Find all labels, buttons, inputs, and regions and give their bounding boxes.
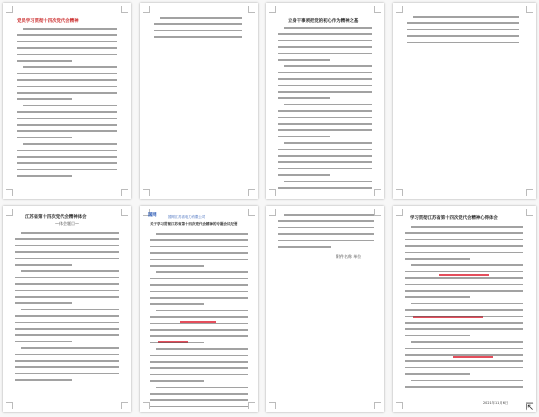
text-line — [150, 406, 248, 408]
text-line — [15, 264, 72, 266]
text-line — [156, 233, 248, 235]
text-line — [15, 315, 119, 317]
text-line — [278, 33, 372, 35]
document-page-6 — [140, 206, 258, 412]
crop-mark — [269, 209, 276, 216]
text-line — [405, 245, 523, 247]
text-line — [150, 355, 248, 357]
text-line — [17, 73, 117, 75]
crop-mark — [6, 6, 13, 13]
text-line — [23, 105, 117, 107]
text-line — [278, 220, 374, 222]
document-date: 2021年11月6日 — [483, 401, 509, 405]
crop-mark — [374, 209, 381, 216]
crop-mark — [143, 6, 150, 13]
text-line — [150, 303, 204, 305]
crop-mark — [121, 402, 128, 409]
text-line — [405, 232, 523, 234]
text-line — [278, 246, 331, 248]
text-line — [150, 246, 248, 248]
crop-mark — [269, 402, 276, 409]
text-line — [21, 347, 119, 349]
text-line — [278, 97, 330, 99]
text-line — [150, 361, 248, 363]
crop-mark — [374, 6, 381, 13]
text-line — [413, 16, 519, 18]
text-line — [405, 271, 523, 273]
text-line — [150, 374, 248, 376]
document-page-5 — [3, 206, 131, 412]
crop-mark — [396, 402, 403, 409]
text-line — [284, 214, 374, 216]
crop-mark — [248, 6, 255, 13]
text-line — [284, 65, 372, 67]
text-line — [15, 373, 119, 375]
text-line — [278, 233, 374, 235]
text-line — [17, 111, 117, 113]
crop-mark — [269, 6, 276, 13]
text-line — [405, 252, 523, 254]
text-line — [17, 92, 117, 94]
text-line — [405, 296, 470, 298]
text-line — [278, 168, 372, 170]
text-line — [17, 124, 117, 126]
red-highlight-line — [439, 274, 489, 276]
text-line — [17, 60, 72, 62]
text-line — [405, 258, 470, 260]
crop-mark — [6, 189, 13, 196]
crop-mark — [121, 209, 128, 216]
text-line — [150, 291, 248, 293]
text-line — [284, 27, 372, 29]
text-line — [405, 322, 523, 324]
crop-mark — [143, 189, 150, 196]
text-line — [17, 150, 117, 152]
document-page-3 — [266, 3, 384, 199]
text-line — [278, 155, 372, 157]
text-line — [407, 35, 519, 37]
text-line — [405, 354, 523, 356]
text-line — [284, 181, 372, 183]
red-highlight-line — [453, 356, 493, 358]
text-line — [284, 142, 372, 144]
text-line — [17, 175, 72, 177]
text-line — [150, 278, 248, 280]
text-line — [17, 79, 117, 81]
document-page-2 — [140, 3, 258, 199]
text-line — [15, 360, 119, 362]
crop-mark — [526, 6, 533, 13]
text-line — [15, 245, 119, 247]
text-line — [150, 323, 248, 325]
text-line — [278, 110, 372, 112]
text-line — [156, 348, 248, 350]
text-line — [405, 386, 523, 388]
crop-mark — [121, 6, 128, 13]
text-line — [278, 72, 372, 74]
text-line — [17, 118, 117, 120]
text-line — [23, 66, 117, 68]
signature: 附件名称 单位 — [336, 254, 362, 259]
text-line — [405, 316, 523, 318]
crop-mark — [248, 402, 255, 409]
text-line — [15, 322, 119, 324]
text-line — [150, 399, 248, 401]
document-page-4 — [393, 3, 536, 199]
text-line — [405, 239, 523, 241]
text-line — [278, 174, 330, 176]
crop-mark — [374, 189, 381, 196]
text-line — [15, 379, 72, 381]
crop-mark — [248, 209, 255, 216]
company-logo: 国网 — [148, 213, 157, 218]
text-line — [150, 297, 248, 299]
text-line — [150, 335, 248, 337]
text-line — [278, 78, 372, 80]
text-line — [278, 227, 374, 229]
text-line — [160, 17, 242, 19]
text-line — [15, 290, 119, 292]
page-title: 立身干事须把党的初心作为精神之基 — [288, 19, 359, 24]
text-line — [411, 303, 523, 305]
text-line — [150, 342, 204, 344]
crop-mark — [6, 209, 13, 216]
text-line — [278, 40, 372, 42]
page-title: 关于学习贯彻江苏省第十四次党代会精神的专题会议纪要 — [150, 222, 238, 226]
text-line — [150, 380, 204, 382]
text-line — [15, 296, 119, 298]
text-line — [278, 149, 372, 151]
text-line — [278, 161, 372, 163]
crop-mark — [396, 6, 403, 13]
text-line — [150, 239, 248, 241]
text-line — [405, 335, 470, 337]
text-line — [21, 232, 119, 234]
text-line — [15, 283, 119, 285]
text-line — [278, 85, 372, 87]
text-line — [17, 130, 117, 132]
text-line — [17, 162, 117, 164]
text-line — [17, 137, 72, 139]
page-title: 学习贯彻江苏省第十四次党代会精神心得体会 — [410, 216, 498, 221]
company-header: 国网江苏省电力有限公司 — [168, 215, 206, 219]
text-line — [278, 53, 372, 55]
page-title: 党员学习贯彻十四次党代会精神 — [17, 19, 79, 24]
text-line — [150, 259, 248, 261]
text-line — [405, 367, 523, 369]
text-line — [150, 284, 248, 286]
text-line — [150, 393, 248, 395]
text-line — [407, 22, 519, 24]
text-line — [278, 46, 372, 48]
page-subtitle: —体会题目— — [55, 221, 79, 226]
text-line — [278, 136, 330, 138]
crop-mark — [6, 402, 13, 409]
crop-mark — [121, 189, 128, 196]
text-line — [405, 348, 523, 350]
text-line — [411, 380, 523, 382]
text-line — [17, 47, 117, 49]
text-line — [278, 91, 372, 93]
text-line — [23, 143, 117, 145]
text-line — [150, 367, 248, 369]
text-line — [411, 226, 523, 228]
text-line — [405, 284, 523, 286]
document-page-7 — [266, 206, 384, 412]
text-line — [278, 117, 372, 119]
cursor-icon: ⇱ — [526, 403, 534, 413]
document-page-1 — [3, 3, 131, 199]
text-line — [21, 270, 119, 272]
crop-mark — [526, 209, 533, 216]
text-line — [405, 328, 523, 330]
crop-mark — [396, 209, 403, 216]
text-line — [405, 309, 523, 311]
text-line — [150, 316, 248, 318]
text-line — [154, 30, 242, 32]
text-line — [15, 302, 72, 304]
text-line — [21, 309, 119, 311]
text-line — [411, 264, 523, 266]
text-line — [407, 29, 519, 31]
text-line — [407, 42, 519, 44]
crop-mark — [269, 189, 276, 196]
text-line — [411, 341, 523, 343]
text-line — [17, 54, 117, 56]
crop-mark — [143, 402, 150, 409]
crop-mark — [396, 189, 403, 196]
text-line — [15, 334, 119, 336]
text-line — [17, 169, 117, 171]
text-line — [154, 36, 242, 38]
text-line — [15, 328, 119, 330]
text-line — [15, 366, 119, 368]
text-line — [17, 41, 117, 43]
crop-mark — [248, 189, 255, 196]
text-line — [23, 28, 117, 30]
text-line — [156, 310, 248, 312]
document-page-8 — [393, 206, 536, 412]
text-line — [17, 34, 117, 36]
text-line — [17, 156, 117, 158]
text-line — [150, 252, 248, 254]
text-line — [15, 277, 119, 279]
text-line — [15, 341, 72, 343]
text-line — [405, 277, 523, 279]
text-line — [15, 354, 119, 356]
text-line — [15, 238, 119, 240]
text-line — [278, 240, 374, 242]
text-line — [278, 129, 372, 131]
page-title: 江苏省第十四次党代会精神体会 — [25, 215, 87, 220]
text-line — [15, 251, 119, 253]
text-line — [156, 271, 248, 273]
text-line — [278, 123, 372, 125]
text-line — [17, 86, 117, 88]
crop-mark — [526, 189, 533, 196]
text-line — [405, 373, 470, 375]
text-line — [150, 329, 248, 331]
text-line — [405, 360, 523, 362]
text-line — [284, 104, 372, 106]
text-line — [278, 187, 372, 189]
text-line — [278, 59, 330, 61]
text-line — [156, 387, 248, 389]
text-line — [150, 265, 204, 267]
text-line — [15, 258, 119, 260]
text-line — [405, 290, 523, 292]
crop-mark — [374, 402, 381, 409]
text-line — [154, 23, 242, 25]
text-line — [17, 98, 72, 100]
